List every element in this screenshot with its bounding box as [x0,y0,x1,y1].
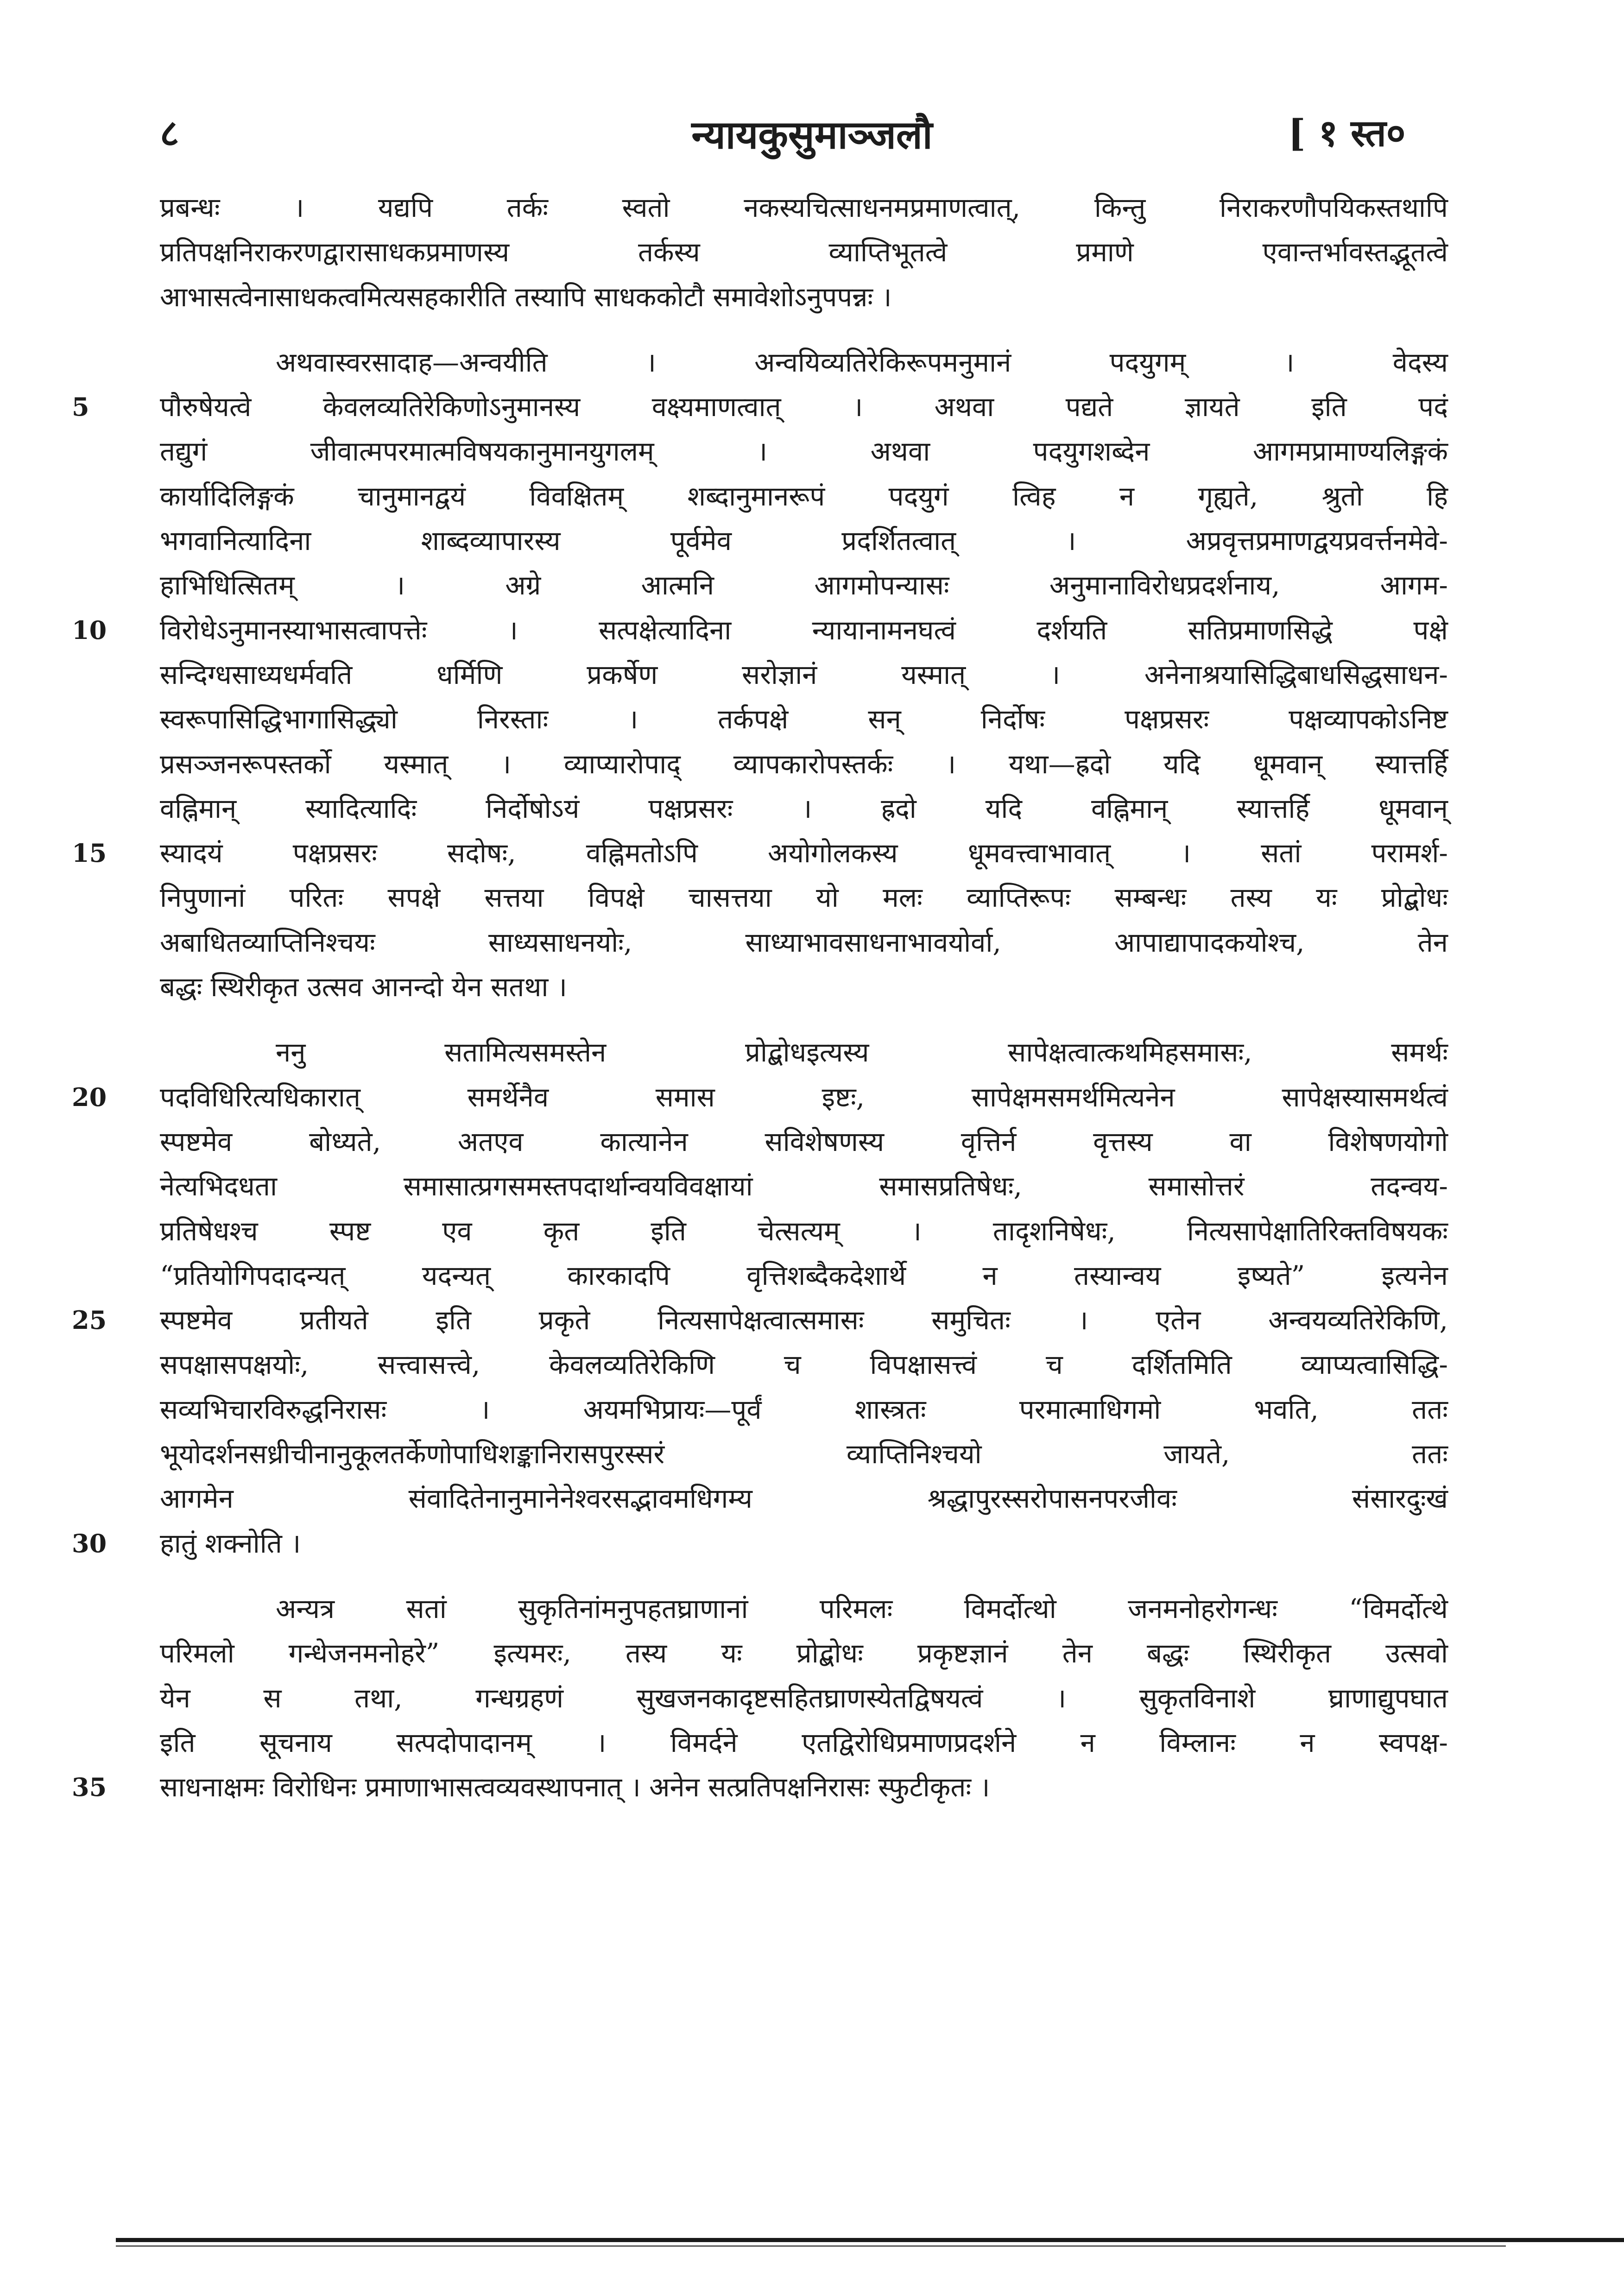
running-title: न्यायकुसुमाञ्जलौ [691,112,933,158]
line-text: इति सूचनाय सत्पदोपादानम् । विमर्दने एतद्विरोधिप्रमाणप्रदर्शने न विम्लानः न स्वपक्ष- [160,1726,1448,1758]
line-number: 15 [72,838,107,868]
line-text: भूयोदर्शनसध्रीचीनानुकूलतर्केणोपाधिशङ्कानिरासपुरस्सरं व्याप्तिनिश्चयो जायते, ततः [160,1438,1448,1470]
text-line [160,1342,1448,1387]
text-line [160,275,1448,319]
text-line [160,563,1448,607]
text-line [160,652,1448,697]
line-number: 35 [72,1772,107,1802]
line-text: पौरुषेयत्वे केवलव्यतिरेकिणोऽनुमानस्य वक्ष्यमाणत्वात् । अथवा पद्यते ज्ञायते इति पदं [160,391,1448,423]
line-text: हाभिधित्सितम् । अग्रे आत्मनि आगमोपन्यासः अनुमानाविरोधप्रदर्शनाय, आगम- [160,569,1448,601]
text-line [160,1119,1448,1164]
text-line [72,385,1448,429]
line-text: प्रतिपक्षनिराकरणद्वारासाधकप्रमाणस्य तर्कस्य व्याप्तिभूतत्वे प्रमाणे एवान्तर्भावस्तद्भूतत्वे [160,236,1448,268]
text-line [160,185,1448,230]
line-text: विरोधेऽनुमानस्याभासत्वापत्तेः । सत्पक्षेत्यादिना न्यायानामनघत्वं दर्शयति सतिप्रमाणसिद्धे पक्षे [160,614,1448,646]
line-text: अन्यत्र सतां सुकृतिनांमनुपहतघ्राणानां परिमलः विमर्दोत्थो जनमनोहरोगन्धः “विमर्दोत्थे [276,1592,1448,1624]
text-line [160,474,1448,518]
text-line [160,1631,1448,1675]
line-text: येन स तथा, गन्धग्रहणं सुखजनकादृष्टसहितघ्राणस्येतद्विषयत्वं । सुकृतविनाशे घ्राणाद्युपघात [160,1682,1448,1714]
text-line [160,1476,1448,1521]
line-number: 25 [72,1305,107,1335]
line-text: अबाधितव्याप्तिनिश्चयः साध्यसाधनयोः, साध्याभावसाधनाभावयोर्वा, आपाद्यापादकयोश्च, तेन [160,926,1448,958]
text-line [160,518,1448,563]
line-text: आगमेन संवादितेनानुमानेनेश्वरसद्भावमधिगम्य श्रद्धापुरस्सरोपासनपरजीवः संसारदुःखं [160,1483,1448,1515]
line-text: ननु सतामित्यसमस्तेन प्रोद्बोधइत्यस्य सापेक्षत्वात्कथमिहसमासः, समर्थः [276,1036,1448,1068]
line-text: प्रतिषेधश्च स्पष्ट एव कृत इति चेत्सत्यम् । तादृशनिषेधः, नित्यसापेक्षातिरिक्तविषयकः [160,1215,1448,1247]
line-text: आभासत्वेनासाधकत्वमित्यसहकारीति तस्यापि साधककोटौ समावेशोऽनुपपन्नः । [160,281,892,313]
text-line [160,1030,1448,1074]
line-text: स्वरूपासिद्धिभागासिद्ध्यो निरस्ताः । तर्कपक्षे सन् निर्दोषः पक्षप्रसरः पक्षव्यापकोऽनिष्ट [160,703,1448,735]
text-line [160,230,1448,274]
line-text: निपुणानां परितः सपक्षे सत्तया विपक्षे चासत्तया यो मलः व्याप्तिरूपः सम्बन्धः तस्य यः प्रोद्बोधः [160,882,1448,914]
text-line [72,1075,1448,1119]
line-number: 5 [72,392,89,422]
page-header [0,107,1624,162]
line-text: “प्रतियोगिपदादन्यत् यदन्यत् कारकादपि वृत्तिशब्दैकदेशार्थे न तस्यान्वय इष्यते” इत्यनेन [160,1259,1448,1291]
line-text: स्यादयं पक्षप्रसरः सदोषः, वह्निमतोऽपि अयोगोलकस्य धूमवत्त्वाभावात् । सतां परामर्श- [160,837,1448,869]
text-line [160,742,1448,786]
line-text: सव्यभिचारविरुद्धनिरासः । अयमभिप्रायः—पूर्वं शास्त्रतः परमात्माधिगमो भवति, ततः [160,1393,1448,1425]
line-text: प्रसञ्जनरूपस्तर्को यस्मात् । व्याप्यारोपाद् व्यापकारोपस्तर्कः । यथा—ह्रदो यदि धूमवान् स्यात्तर्हि [160,748,1448,780]
line-text: तद्युगं जीवात्मपरमात्मविषयकानुमानयुगलम् । अथवा पदयुगशब्देन आगमप्रामाण्यलिङ्गकं [160,436,1448,468]
text-line [160,920,1448,965]
text-line [160,875,1448,920]
line-text: स्पष्टमेव बोध्यते, अतएव कात्यानेन सविशेषणस्य वृत्तिर्न वृत्तस्य वा विशेषणयोगो [160,1125,1448,1157]
text-line [160,965,1448,1009]
text-line [160,1432,1448,1476]
line-text: स्पष्टमेव प्रतीयते इति प्रकृते नित्यसापेक्षत्वात्समासः समुचितः । एतेन अन्वयव्यतिरेकिणि, [160,1304,1448,1336]
text-line [160,1387,1448,1432]
line-text: हातुं शक्नोति । [160,1527,301,1559]
text-line [72,831,1448,875]
text-line [160,1720,1448,1765]
page-number: ८ [160,111,179,155]
text-line [72,1298,1448,1342]
paragraph [72,1586,1448,1809]
text-line [160,340,1448,385]
line-text: वह्निमान् स्यादित्यादिः निर्दोषोऽयं पक्षप्रसरः । ह्रदो यदि वह्निमान् स्यात्तर्हि धूमवान् [160,792,1448,824]
text-line [160,1676,1448,1720]
paragraph [72,1030,1448,1566]
text-line [160,1253,1448,1298]
line-text: सन्दिग्धसाध्यधर्मवति धर्मिणि प्रकर्षेण सरोज्ञानं यस्मात् । अनेनाश्रयासिद्धिबाधसिद्धसाधन- [160,658,1448,690]
line-number: 20 [72,1082,107,1112]
line-number: 10 [72,615,107,645]
line-text: बद्धः स्थिरीकृत उत्सव आनन्दो येन सतथा । [160,971,567,1003]
text-line [72,1521,1448,1566]
line-text: अथवास्वरसादाह—अन्वयीति । अन्वयिव्यतिरेकिरूपमनुमानं पदयुगम् । वेदस्य [276,346,1448,378]
text-line [160,1164,1448,1208]
text-line [160,1586,1448,1631]
text-line [72,608,1448,652]
text-line [160,786,1448,831]
line-text: परिमलो गन्धेजनमनोहरे” इत्यमरः, तस्य यः प्रोद्बोधः प्रकृष्टज्ञानं तेन बद्धः स्थिरीकृत उत्सवो [160,1637,1448,1669]
line-text: प्रबन्धः । यद्यपि तर्कः स्वतो नकस्यचित्साधनमप्रमाणत्वात्, किन्तु निराकरणौपयिकस्तथापि [160,192,1448,223]
line-text: सपक्षासपक्षयोः, सत्त्वासत्त्वे, केवलव्यतिरेकिणि च विपक्षासत्त्वं च दर्शितमिति व्याप्यत्वासिद्धि- [160,1349,1448,1381]
text-line [160,1209,1448,1253]
line-text: नेत्यभिदधता समासात्प्रगसमस्तपदार्थान्वयविवक्षायां समासप्रतिषेधः, समासोत्तरं तदन्वय- [160,1170,1448,1202]
line-text: भगवानित्यादिना शाब्दव्यापारस्य पूर्वमेव प्रदर्शितत्वात् । अप्रवृत्तप्रमाणद्वयप्रवर्त्तनमेवे- [160,525,1448,557]
bottom-rule-thin [116,2245,1506,2247]
text-line [72,1765,1448,1809]
bottom-rule [116,2238,1624,2242]
text-line [160,429,1448,474]
paragraph [160,185,1448,319]
line-number: 30 [72,1528,107,1558]
commentary-text [72,185,1448,1830]
line-text: कार्यादिलिङ्गकं चानुमानद्वयं विवक्षितम् शब्दानुमानरूपं पदयुगं त्विह न गृह्यते, श्रुतो हि [160,480,1448,512]
line-text: साधनाक्षमः विरोधिनः प्रमाणाभासत्वव्यवस्थापनात् । अनेन सत्प्रतिपक्षनिरासः स्फुटीकृतः । [160,1771,990,1803]
line-text: पदविधिरित्यधिकारात् समर्थेनैव समास इष्टः, सापेक्षमसमर्थमित्यनेन सापेक्षस्यासमर्थत्वं [160,1081,1448,1113]
text-line [160,697,1448,741]
paragraph [72,340,1448,1009]
section-marker: [ १ स्त० [1288,111,1406,155]
